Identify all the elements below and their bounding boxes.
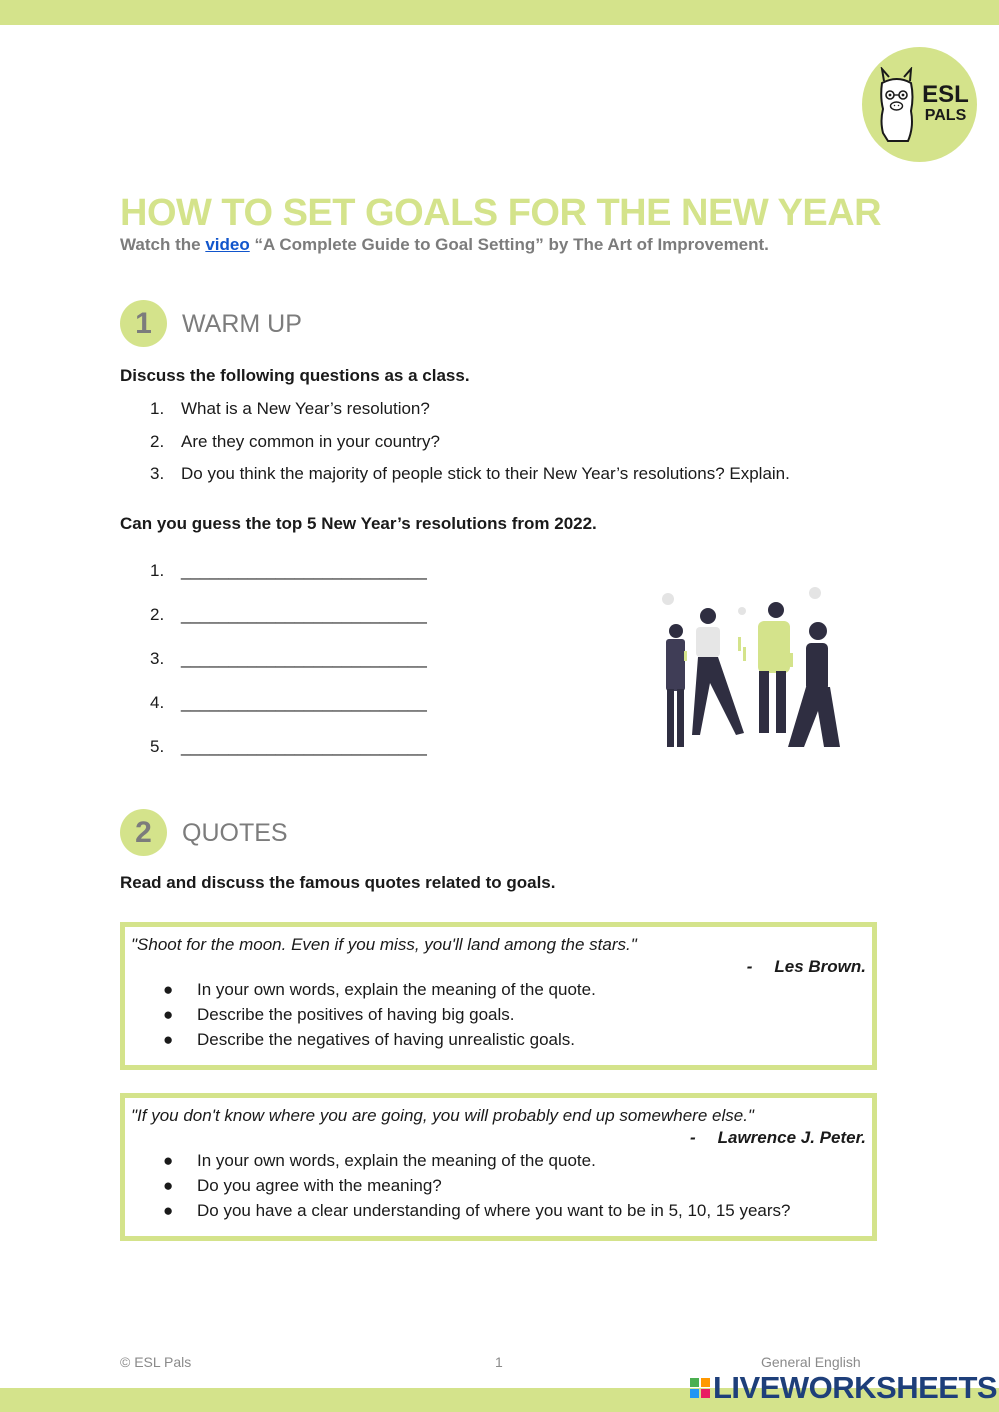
list-item-text: In your own words, explain the meaning of the quote. [197,1151,596,1170]
quote-box [120,922,877,1070]
list-item-text: Do you have a clear understanding of where you want to be in 5, 10, 15 years? [197,1201,791,1220]
list-item [131,1030,866,1055]
section-1-title: WARM UP [182,310,302,338]
quote-tasks [131,980,866,1055]
subtitle [120,235,769,255]
subtitle-prefix: Watch the [120,235,201,254]
quote-box [120,1093,877,1241]
answer-blank[interactable] [150,649,427,693]
resolution-answer-blanks [150,561,427,781]
logo-text-pals: PALS [924,107,967,124]
list-item-text: In your own words, explain the meaning of the quote. [197,980,596,999]
list-item [131,1151,866,1176]
answer-number: 1. [150,561,165,580]
footer-category: General English [761,1354,861,1370]
warm-up-instruction: Discuss the following questions as a class. [120,366,470,385]
bullet-icon: ● [163,1176,174,1195]
answer-number: 2. [150,605,165,624]
esl-pals-logo [862,47,977,162]
answer-number: 3. [150,649,165,668]
bullet-icon: ● [163,1151,174,1170]
answer-number: 5. [150,737,165,756]
bullet-icon: ● [163,980,174,999]
list-item [131,980,866,1005]
section-2-number-badge: 2 [120,809,167,856]
celebrating-people-illustration [648,585,848,755]
answer-line[interactable]: __________________________ [181,649,427,668]
answer-line[interactable]: __________________________ [181,605,427,624]
page-title: HOW TO SET GOALS FOR THE NEW YEAR [120,192,882,234]
bullet-icon: ● [163,1005,174,1024]
bullet-icon: ● [163,1201,174,1220]
list-item-text: Are they common in your country? [181,431,440,451]
list-item [131,1201,866,1226]
quotes-instruction: Read and discuss the famous quotes related to goals. [120,873,556,892]
answer-blank[interactable] [150,737,427,781]
answer-blank[interactable] [150,561,427,605]
footer-page-number: 1 [495,1354,503,1370]
answer-line[interactable]: __________________________ [181,561,427,580]
quote-author [131,957,866,977]
answer-line[interactable]: __________________________ [181,693,427,712]
list-item-text: Describe the negatives of having unrealistic goals. [197,1030,575,1049]
list-item-number: 2. [150,431,165,451]
list-item [131,1005,866,1030]
quote-author-name: Lawrence J. Peter. [717,1128,866,1147]
quote-author [131,1128,866,1148]
footer-copyright: © ESL Pals [120,1354,192,1370]
answer-number: 4. [150,693,165,712]
bullet-icon: ● [163,1030,174,1049]
list-item [131,1176,866,1201]
liveworksheets-logo-icon [690,1378,710,1398]
section-1-number-badge: 1 [120,300,167,347]
liveworksheets-wordmark: LIVEWORKSHEETS [713,1370,998,1405]
liveworksheets-brand[interactable] [690,1371,997,1405]
quote-dash: - [689,1128,696,1147]
subtitle-suffix: “A Complete Guide to Goal Setting” by The Art of Improvement. [254,235,769,254]
list-item [150,399,790,432]
section-2-title: QUOTES [182,819,288,847]
guess-prompt: Can you guess the top 5 New Year’s resolutions from 2022. [120,514,597,533]
quote-author-name: Les Brown. [774,957,866,976]
answer-blank[interactable] [150,605,427,649]
llama-icon [874,67,920,143]
list-item-text: What is a New Year’s resolution? [181,399,430,418]
list-item-number: 1. [150,399,165,418]
list-item-text: Do you agree with the meaning? [197,1176,442,1195]
warm-up-questions [150,399,790,497]
logo-text-esl: ESL [922,81,969,108]
quote-tasks [131,1151,866,1226]
quote-dash: - [746,957,753,976]
list-item-text: Describe the positives of having big goals. [197,1005,515,1024]
list-item [150,464,790,497]
quote-text: "If you don't know where you are going, you will probably end up somewhere else." [131,1106,754,1125]
answer-blank[interactable] [150,693,427,737]
video-link[interactable]: video [205,235,250,254]
top-accent-bar [0,0,999,25]
list-item-number: 3. [150,464,165,483]
list-item-text: Do you think the majority of people stick to their New Year’s resolutions? Explain. [181,464,790,483]
answer-line[interactable]: __________________________ [181,737,427,756]
quote-text: "Shoot for the moon. Even if you miss, you'll land among the stars." [131,935,637,954]
list-item [150,432,790,465]
